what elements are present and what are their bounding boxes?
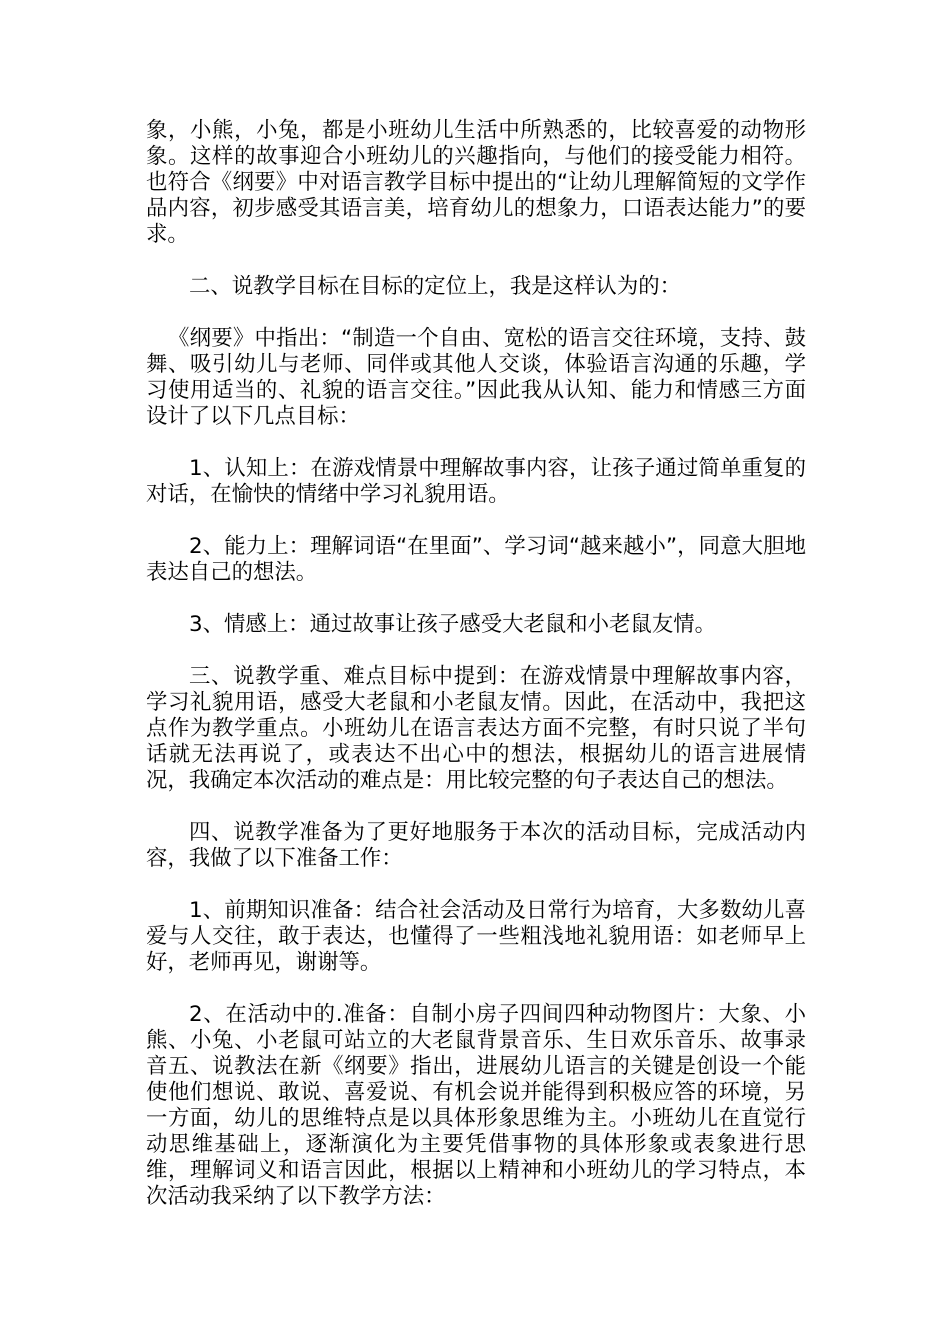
prep-item-activity: 2、在活动中的.准备：自制小房子四间四种动物图片：大象、小熊、小兔、小老鼠可站立的大老鼠背景音乐、生日欢乐音乐、故事录音五、说教法在新《纲要》指出，进展幼儿语言的关键是创设一个能使他们想说、敢说、喜爱说、有机会说并能得到积极应答的环境，另一方面，幼儿的思维特点是以具体形象思维为主。小班幼儿在直觉行动思维基础上，逐渐演化为主要凭借事物的具体形象或表象进行思维，理解词义和语言因此，根据以上精神和小班幼儿的学习特点，本次活动我采纳了以下教学方法： xyxy=(146,1002,806,1209)
document-page xyxy=(146,118,806,1236)
paragraph-continuation: 象，小熊，小兔，都是小班幼儿生活中所熟悉的，比较喜爱的动物形象。这样的故事迎合小班幼儿的兴趣指向，与他们的接受能力相符。也符合《纲要》中对语言教学目标中提出的“让幼儿理解简短的文学作品内容，初步感受其语言美，培育幼儿的想象力，口语表达能力”的要求。 xyxy=(146,118,806,247)
section-teaching-preparation: 四、说教学准备为了更好地服务于本次的活动目标，完成活动内容，我做了以下准备工作： xyxy=(146,820,806,871)
prep-item-knowledge: 1、前期知识准备：结合社会活动及日常行为培育，大多数幼儿喜爱与人交往，敢于表达，也懂得了一些粗浅地礼貌用语：如老师早上好，老师再见，谢谢等。 xyxy=(146,898,806,975)
goal-item-cognition: 1、认知上：在游戏情景中理解故事内容，让孩子通过简单重复的对话，在愉快的情绪中学习礼貌用语。 xyxy=(146,456,806,507)
section-key-difficult-points: 三、说教学重、难点目标中提到：在游戏情景中理解故事内容，学习礼貌用语，感受大老鼠和小老鼠友情。因此，在活动中，我把这点作为教学重点。小班幼儿在语言表达方面不完整，有时只说了半句话就无法再说了，或表达不出心中的想法，根据幼儿的语言进展情况，我确定本次活动的难点是：用比较完整的句子表达自己的想法。 xyxy=(146,664,806,793)
section-heading-teaching-goals: 二、说教学目标在目标的定位上，我是这样认为的： xyxy=(189,274,681,299)
goal-item-emotion: 3、情感上：通过故事让孩子感受大老鼠和小老鼠友情。 xyxy=(189,612,716,637)
paragraph-outline-quote: 《纲要》中指出：“制造一个自由、宽松的语言交往环境，支持、鼓舞、吸引幼儿与老师、同伴或其他人交谈，体验语言沟通的乐趣，学习使用适当的、礼貌的语言交往。”因此我从认知、能力和情感三方面设计了以下几点目标： xyxy=(146,326,806,429)
goal-item-ability: 2、能力上：理解词语“在里面”、学习词“越来越小”，同意大胆地表达自己的想法。 xyxy=(146,534,806,585)
